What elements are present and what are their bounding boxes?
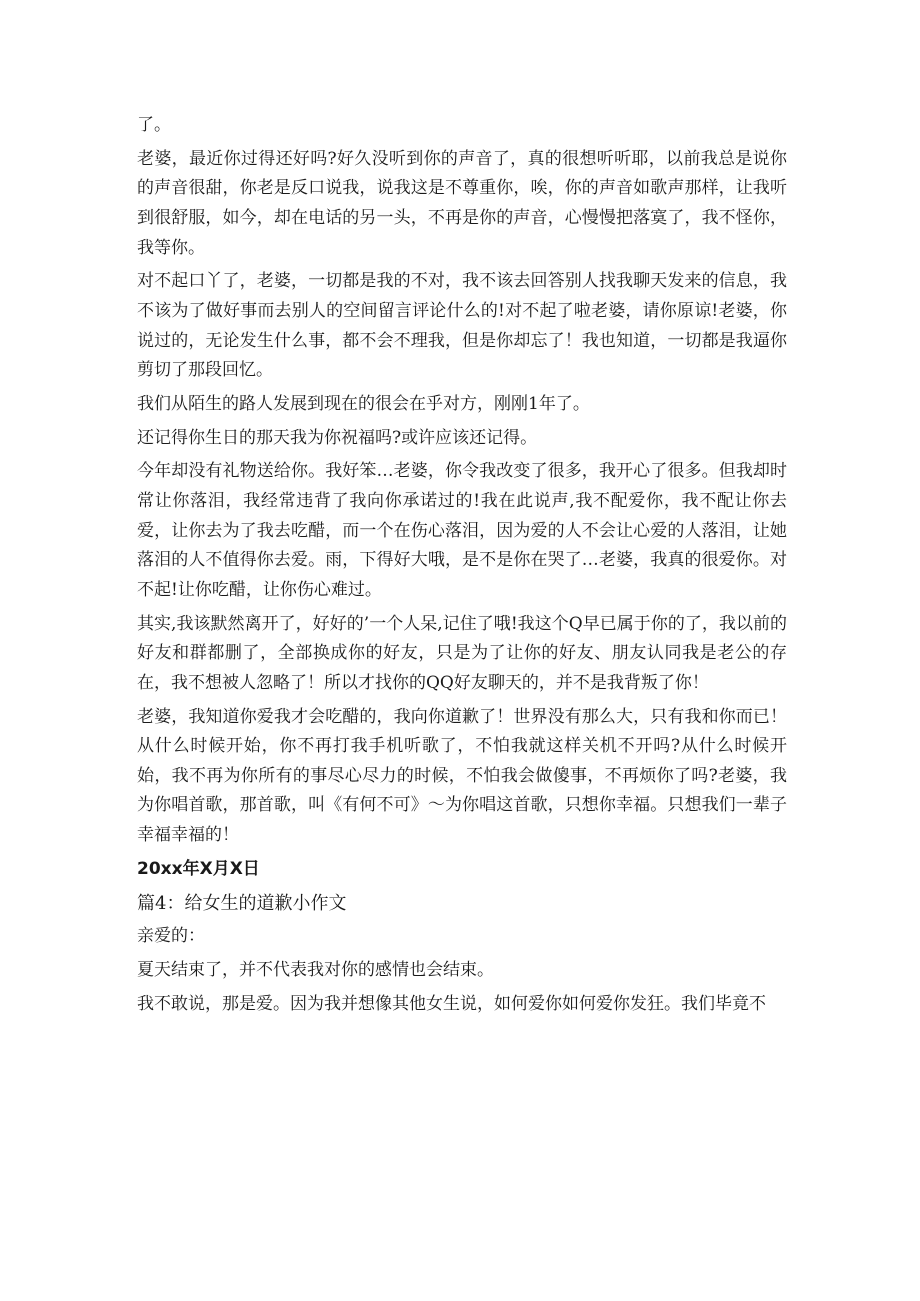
paragraph: 我不敢说，那是爱。因为我并想像其他女生说，如何爱你如何爱你发狂。我们毕竟不 — [137, 993, 766, 1014]
paragraph: 还记得你生日的那天我为你祝福吗?或许应该还记得。 — [137, 427, 538, 448]
paragraph: 我们从陌生的路人发展到现在的很会在乎对方，刚刚1年了。 — [137, 393, 590, 414]
paragraph: 老婆，最近你过得还好吗?好久没听到你的声音了，真的很想听听耶，以前我总是说你的声音很甜，你老是反口说我，说我这是不尊重你，唉，你的声音如歌声那样，让我听到很舒服，如今，却在电话的另一头，不再是你的声音，心慢慢把落寞了，我不怪你，我等你。 — [137, 148, 787, 258]
paragraph: 今年却没有礼物送给你。我好笨…老婆，你令我改变了很多，我开心了很多。但我却时常让你落泪，我经常违背了我向你承诺过的!我在此说声,我不配爱你，我不配让你去爱，让你去为了我去吃醋，而一个在伤心落泪，因为爱的人不会让心爱的人落泪，让她落泪的人不值得你去爱。雨，下得好大哦，是不是你在哭了…老婆，我真的很爱你。对不起!让你吃醋，让你伤心难过。 — [137, 461, 787, 600]
document-body — [137, 111, 787, 1019]
paragraph: 老婆，我知道你爱我才会吃醋的，我向你道歉了！世界没有那么大，只有我和你而已！从什么时候开始，你不再打我手机听歌了，不怕我就这样关机不开吗?从什么时候开始，我不再为你所有的事尽心尽力的时候，不怕我会做傻事，不再烦你了吗?老婆，我为你唱首歌，那首歌，叫《有何不可》～为你唱这首歌，只想你幸福。只想我们一辈子幸福幸福的！ — [137, 706, 787, 845]
paragraph: 其实,我该默然离开了，好好的’一个人呆,记住了哦!我这个Q早已属于你的了，我以前的好友和群都删了，全部换成你的好友，只是为了让你的好友、朋友认同我是老公的存在，我不想被人忽略了！所以才找你的QQ好友聊天的，并不是我背叛了你！ — [137, 613, 787, 693]
greeting: 亲爱的： — [137, 926, 205, 947]
date-line: 20xx年X月X日 — [137, 858, 260, 879]
paragraph: 对不起口丫了，老婆，一切都是我的不对，我不该去回答别人找我聊天发来的信息，我不该为了做好事而去别人的空间留言评论什么的!对不起了啦老婆，请你原谅!老婆，你说过的，无论发生什么事，都不会不理我，但是你却忘了！我也知道，一切都是我逼你剪切了那段回忆。 — [137, 271, 787, 381]
section-title: 篇4：给女生的道歉小作文 — [137, 892, 347, 914]
paragraph: 夏天结束了，并不代表我对你的感情也会结束。 — [137, 960, 494, 981]
paragraph: 了。 — [137, 115, 171, 135]
